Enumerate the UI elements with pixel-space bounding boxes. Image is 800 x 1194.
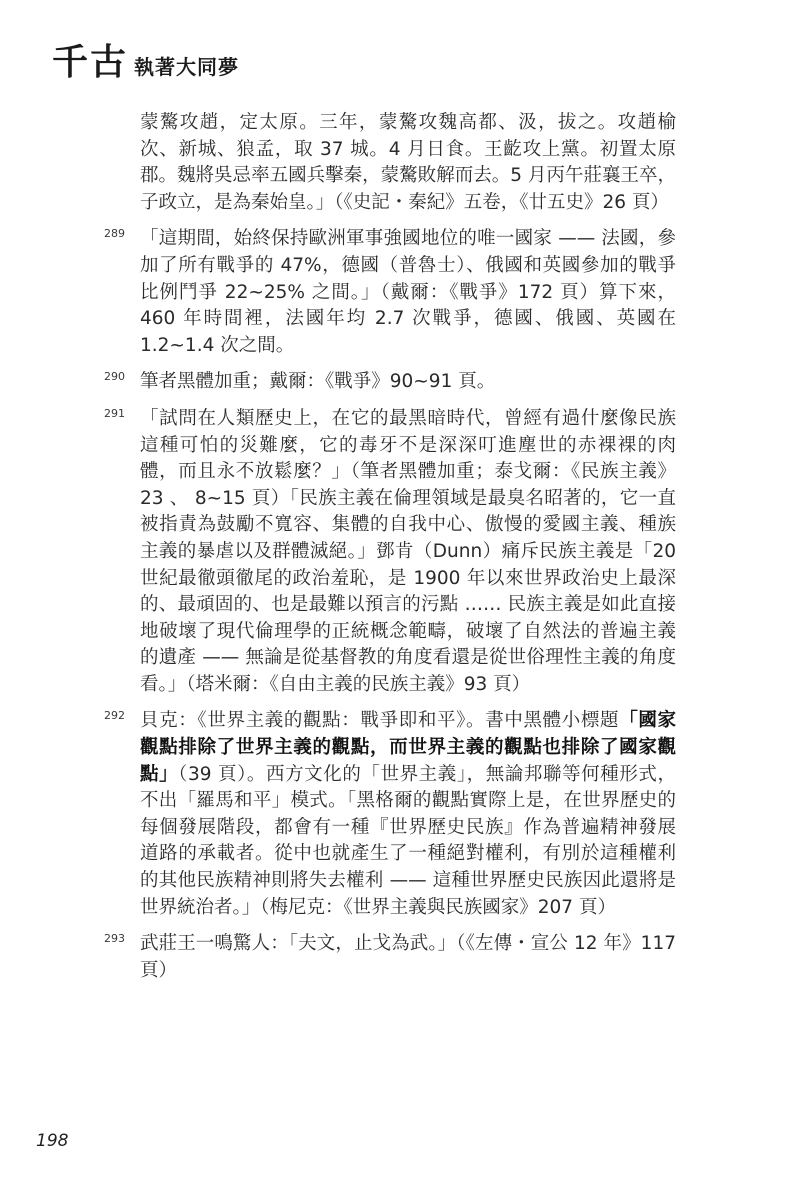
footnote-number: 290 (104, 370, 125, 384)
footnote-293 (0, 931, 800, 984)
footnote-number: 292 (104, 709, 125, 723)
footnote-289 (0, 226, 800, 359)
footnote-text-before: 貝克：《世界主義的觀點：戰爭即和平》。書中黑體小標題 (140, 710, 620, 732)
footnote-291 (0, 406, 800, 699)
footnote-text: 武莊王一鳴驚人：「夫文，止戈為武。」（《左傳・宣公 12 年》117 頁） (140, 933, 676, 981)
footnote-number: 293 (104, 932, 125, 946)
footnote-290 (0, 369, 800, 396)
page-number: 198 (36, 1131, 69, 1151)
footnote-text: 「這期間，始終保持歐洲軍事強國地位的唯一國家 —— 法國，參加了所有戰爭的 47%，德國（普魯士）、俄國和英國參加的戰爭比例鬥爭 22~25% 之間。」（戴爾：《戰爭》172 頁）算下來，460 年時間裡，法國年均 2.7 次戰爭，德國、俄國、英國在 1.2~1.4 次之間。 (140, 228, 676, 356)
footnote-number: 289 (104, 227, 125, 241)
book-title-large: 千古 (52, 41, 129, 83)
footnote-number: 291 (104, 406, 125, 420)
footnote-continuation: 蒙驁攻趙，定太原。三年，蒙驁攻魏高都、汲，拔之。攻趙榆次、新城、狼孟，取 37 城。4 月日食。王齕攻上黨。初置太原郡。魏將吳忌率五國兵擊秦，蒙驁敗解而去。5 月丙午莊襄王卒，子政立，是為秦始皇。」（《史記・秦紀》五卷，《廿五史》26 頁） (140, 112, 676, 213)
footnote-text: 筆者黑體加重；戴爾：《戰爭》90~91 頁。 (140, 371, 496, 393)
footnote-292 (0, 708, 800, 921)
footnote-bold-subheading: 「國家觀點排除了世界主義的觀點，而世界主義的觀點也排除了國家觀點」 (140, 710, 676, 785)
book-title-small: 執著大同夢 (134, 55, 240, 79)
footnote-text: 「試問在人類歷史上，在它的最黑暗時代，曾經有過什麼像民族這種可怕的災難麼，它的毒牙不是深深叮進塵世的赤裸裸的肉體，而且永不放鬆麼？」（筆者黑體加重；泰戈爾：《民族主義》23 、 8~15 頁）「民族主義在倫理領域是最臭名昭著的，它一直被指責為鼓勵不寬容、集體的自我中心、傲慢的愛國主義、種族主義的暴虐以及群體滅絕。」鄧肯（Dunn）痛斥民族主義是「20 世紀最徹頭徹尾的政治羞恥，是 1900 年以來世界政治史上最深的、最頑固的、也是最難以預言的污點 …… 民族主義是如此直接地破壞了現代倫理學的正統概念範疇，破壞了自然法的普遍主義的遺產 —— 無論是從基督教的角度看還是從世俗理性主義的角度看。」（塔米爾：《自由主義的民族主義》93 頁） (140, 407, 676, 695)
footnote-text (140, 708, 676, 921)
footnote-text-after: （39 頁）。西方文化的「世界主義」，無論邦聯等何種形式，不出「羅馬和平」模式。「黑格爾的觀點實際上是，在世界歷史的每個發展階段，都會有一種『世界歷史民族』作為普遍精神發展道路的承載者。從中也就產生了一種絕對權利，有別於這種權利的其他民族精神則將失去權利 —— 這種世界歷史民族因此還將是世界統治者。」（梅尼克：《世界主義與民族國家》207 頁） (140, 763, 676, 918)
running-header (52, 34, 239, 85)
footnotes-body (0, 110, 800, 984)
